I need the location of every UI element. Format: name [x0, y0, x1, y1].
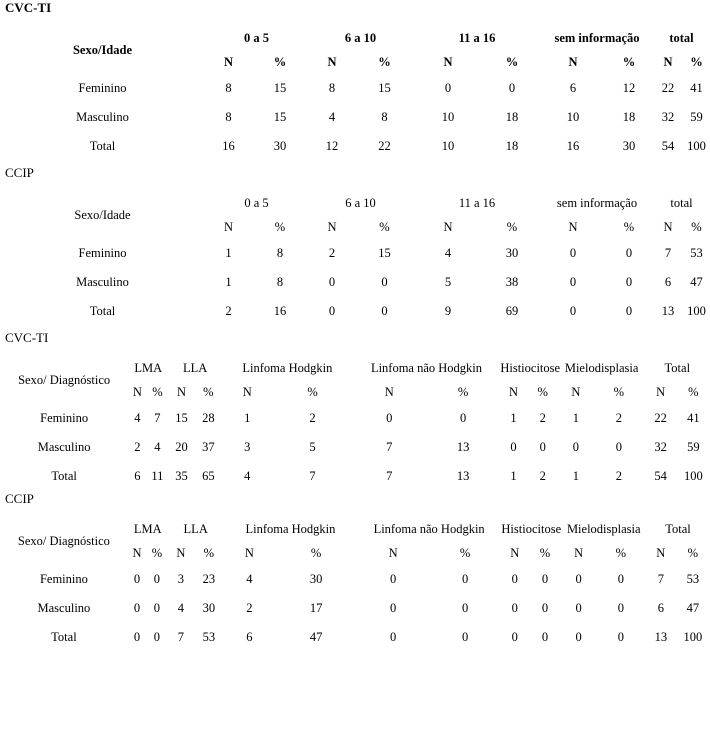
table-cell: 0	[133, 572, 141, 586]
group-header-cell: Linfoma Hodgkin	[242, 360, 333, 375]
row-label: Feminino	[40, 411, 89, 425]
table-cell: 65	[202, 469, 215, 483]
table-cell: 6	[664, 275, 672, 289]
table-cell: 9	[444, 304, 452, 318]
table-cell: 7	[386, 469, 393, 483]
table-cell: 32	[654, 440, 667, 454]
table-cell: 32	[661, 110, 675, 124]
table-cell: 8	[381, 110, 388, 124]
sub-header-cell: N	[663, 54, 673, 69]
table-cell: 54	[661, 139, 675, 153]
sub-header-cell: N	[574, 545, 584, 560]
table-cell: 100	[683, 630, 703, 644]
row-label: Total	[51, 630, 77, 644]
sub-header-cell: N	[568, 219, 578, 234]
group-header-cell: total	[669, 30, 694, 45]
table-cell: 0	[461, 601, 469, 615]
table-title: CVC-TI	[5, 0, 52, 15]
table-cell: 7	[177, 630, 184, 644]
table-cell: 1	[244, 411, 251, 425]
row-label: Feminino	[78, 81, 127, 95]
table-cell: 41	[690, 81, 703, 95]
table-cell: 4	[244, 469, 251, 483]
table-cell: 0	[381, 275, 388, 289]
table-cell: 0	[328, 304, 336, 318]
sub-header-cell: %	[273, 54, 287, 69]
table-cell: 5	[309, 440, 316, 454]
table-cell: 4	[444, 246, 452, 260]
table-row	[0, 103, 710, 132]
row-label: Total	[89, 304, 116, 318]
table-row	[0, 132, 710, 161]
sub-header-cell: N	[244, 545, 254, 560]
table-cell: 15	[273, 110, 287, 124]
table-cell: 0	[541, 630, 549, 644]
table-cell: 0	[153, 630, 161, 644]
table-cell: 28	[202, 411, 215, 425]
table-cell: 2	[225, 304, 232, 318]
title-spacer	[0, 346, 710, 356]
sub-header-cell: N	[656, 545, 666, 560]
table-cell: 22	[378, 139, 391, 153]
sub-header-cell: %	[379, 219, 390, 234]
sub-header-cell: %	[688, 384, 699, 399]
table-cell: 2	[246, 601, 253, 615]
group-header-row	[0, 191, 710, 215]
table-cell: 30	[505, 246, 519, 260]
table-cell: 8	[328, 81, 336, 95]
table-cell: 15	[378, 81, 391, 95]
table-cell: 30	[622, 139, 636, 153]
sub-header-cell: N	[568, 54, 578, 69]
table-cell: 0	[541, 572, 549, 586]
table-cell: 0	[508, 81, 516, 95]
group-header-cell: 6 a 10	[344, 30, 377, 45]
group-header-cell: 0 a 5	[244, 30, 269, 45]
table-cell: 0	[133, 601, 141, 615]
statistics-table	[0, 517, 710, 652]
sub-header-cell: N	[656, 384, 666, 399]
sub-header-cell: N	[223, 54, 234, 69]
table-cell: 0	[569, 246, 577, 260]
table-cell: 18	[622, 110, 636, 124]
table-cell: 0	[461, 572, 469, 586]
sub-header-cell: N	[132, 384, 142, 399]
row-label: Masculino	[76, 110, 129, 124]
table-cell: 0	[625, 246, 633, 260]
table-block	[0, 165, 710, 326]
table-cell: 1	[572, 469, 580, 483]
table-cell: 30	[273, 139, 287, 153]
row-label: Masculino	[37, 440, 91, 454]
statistics-table	[0, 356, 710, 491]
table-cell: 17	[309, 601, 323, 615]
group-header-cell: sem informação	[554, 30, 640, 45]
table-cell: 13	[661, 304, 675, 318]
table-cell: 0	[617, 572, 624, 586]
table-cell: 0	[444, 81, 452, 95]
table-cell: 2	[309, 411, 316, 425]
statistics-table	[0, 191, 710, 326]
sub-header-cell: %	[457, 384, 469, 399]
table-row	[0, 74, 710, 103]
sub-header-cell: %	[613, 384, 625, 399]
table-cell: 4	[246, 572, 253, 586]
sub-header-cell: %	[506, 219, 518, 234]
table-cell: 13	[456, 469, 470, 483]
sub-header-cell: %	[539, 545, 551, 560]
table-row	[0, 623, 710, 652]
sub-header-cell: %	[152, 384, 163, 399]
table-cell: 0	[390, 601, 397, 615]
table-cell: 0	[539, 440, 546, 454]
table-cell: 6	[246, 630, 253, 644]
group-header-cell: Total	[665, 521, 691, 536]
sub-header-cell: %	[151, 545, 163, 560]
sub-header-cell: %	[687, 545, 699, 560]
table-cell: 1	[510, 469, 517, 483]
group-header-row	[0, 356, 710, 380]
group-header-cell: 11 a 16	[458, 30, 496, 45]
table-cell: 8	[225, 110, 232, 124]
table-title: CCIP	[5, 165, 34, 180]
row-label: Feminino	[78, 246, 127, 260]
sub-header-cell: %	[505, 54, 519, 69]
table-row	[0, 433, 710, 462]
group-header-cell: Linfoma Hodgkin	[245, 521, 336, 536]
row-label-header: Sexo/Idade	[72, 42, 133, 57]
sub-header-cell: N	[242, 384, 252, 399]
table-cell: 0	[615, 440, 622, 454]
sub-header-cell: N	[443, 219, 453, 234]
table-cell: 100	[687, 304, 706, 318]
table-cell: 59	[690, 110, 703, 124]
table-cell: 6	[569, 81, 577, 95]
table-cell: 7	[657, 572, 664, 586]
row-label: Masculino	[37, 601, 91, 615]
table-cell: 37	[202, 440, 215, 454]
table-cell: 7	[154, 411, 161, 425]
group-header-cell: LMA	[134, 360, 163, 375]
sub-header-cell: N	[327, 219, 337, 234]
table-cell: 0	[153, 601, 161, 615]
statistics-table	[0, 26, 710, 161]
table-cell: 15	[378, 246, 391, 260]
table-cell: 0	[625, 304, 633, 318]
group-header-cell: Total	[664, 360, 691, 375]
group-header-cell: LMA	[133, 521, 162, 536]
table-block	[0, 0, 710, 161]
table-cell: 0	[541, 601, 549, 615]
table-cell: 8	[276, 246, 284, 260]
table-cell: 15	[273, 81, 287, 95]
table-cell: 38	[505, 275, 519, 289]
sub-header-cell: %	[623, 219, 635, 234]
table-cell: 13	[654, 630, 668, 644]
sub-header-cell: N	[663, 219, 673, 234]
sub-header-cell: %	[615, 545, 627, 560]
table-cell: 0	[569, 304, 577, 318]
table-cell: 69	[505, 304, 519, 318]
table-cell: 54	[654, 469, 667, 483]
table-cell: 0	[569, 275, 577, 289]
table-cell: 53	[686, 572, 700, 586]
table-cell: 1	[225, 275, 232, 289]
table-row	[0, 239, 710, 268]
sub-header-cell: %	[690, 54, 703, 69]
group-header-row	[0, 517, 710, 541]
table-cell: 15	[175, 411, 188, 425]
table-cell: 1	[572, 411, 580, 425]
table-cell: 0	[617, 601, 624, 615]
group-header-cell: LLA	[183, 360, 208, 375]
table-row	[0, 268, 710, 297]
table-cell: 8	[276, 275, 284, 289]
table-cell: 7	[664, 246, 672, 260]
table-cell: 16	[222, 139, 235, 153]
table-cell: 7	[309, 469, 316, 483]
sub-header-cell: N	[571, 384, 581, 399]
table-cell: 30	[309, 572, 323, 586]
group-header-cell: total	[670, 195, 693, 210]
table-row	[0, 462, 710, 491]
row-label: Total	[51, 469, 77, 483]
table-cell: 4	[154, 440, 161, 454]
table-cell: 0	[575, 572, 582, 586]
table-row	[0, 565, 710, 594]
table-row	[0, 297, 710, 326]
table-title: CVC-TI	[5, 330, 49, 345]
table-cell: 10	[566, 110, 580, 124]
group-header-cell: Linfoma não Hodgkin	[373, 521, 485, 536]
table-cell: 0	[390, 572, 397, 586]
table-cell: 5	[444, 275, 452, 289]
group-header-cell: Mielodisplasia	[564, 360, 639, 375]
sub-header-cell: %	[203, 545, 215, 560]
table-cell: 0	[575, 601, 582, 615]
table-cell: 0	[133, 630, 141, 644]
table-block	[0, 330, 710, 491]
sub-header-cell: N	[223, 219, 234, 234]
table-cell: 0	[511, 630, 518, 644]
table-cell: 7	[386, 440, 393, 454]
table-cell: 47	[686, 601, 700, 615]
table-cell: 6	[134, 469, 141, 483]
table-cell: 59	[687, 440, 700, 454]
row-label-header: Sexo/ Diagnóstico	[18, 372, 111, 387]
table-cell: 0	[381, 304, 388, 318]
table-cell: 2	[328, 246, 336, 260]
table-cell: 4	[328, 110, 336, 124]
row-label: Total	[89, 139, 116, 153]
table-cell: 1	[510, 411, 517, 425]
sub-header-cell: N	[327, 54, 337, 69]
group-header-cell: Histiocitose	[500, 360, 561, 375]
table-cell: 6	[657, 601, 664, 615]
sub-header-cell: %	[691, 219, 702, 234]
group-header-cell: 0 a 5	[244, 195, 269, 210]
group-header-cell: 6 a 10	[345, 195, 376, 210]
row-label-header: Sexo/ Diagnóstico	[17, 533, 110, 548]
table-cell: 23	[202, 572, 216, 586]
table-cell: 22	[654, 411, 667, 425]
table-cell: 41	[687, 411, 700, 425]
table-cell: 12	[325, 139, 339, 153]
table-cell: 16	[566, 139, 580, 153]
table-cell: 53	[202, 630, 216, 644]
table-cell: 0	[390, 630, 397, 644]
sub-header-cell: N	[388, 545, 398, 560]
table-cell: 1	[225, 246, 232, 260]
table-cell: 8	[225, 81, 232, 95]
table-cell: 47	[690, 275, 703, 289]
table-cell: 0	[460, 411, 467, 425]
sub-header-cell: N	[176, 545, 186, 560]
table-cell: 0	[511, 601, 518, 615]
table-cell: 4	[177, 601, 184, 615]
table-cell: 30	[202, 601, 216, 615]
table-cell: 18	[505, 139, 519, 153]
table-cell: 18	[505, 110, 519, 124]
sub-header-cell: %	[274, 219, 286, 234]
table-cell: 47	[309, 630, 323, 644]
group-header-cell: Histiocitose	[501, 521, 562, 536]
table-cell: 0	[328, 275, 336, 289]
group-header-cell: Linfoma não Hodgkin	[370, 360, 483, 375]
group-header-row	[0, 26, 710, 50]
sub-header-cell: N	[384, 384, 394, 399]
sub-header-cell: %	[537, 384, 548, 399]
table-cell: 22	[661, 81, 675, 95]
table-cell: 53	[690, 246, 703, 260]
sub-header-cell: %	[622, 54, 636, 69]
sub-header-cell: %	[378, 54, 391, 69]
table-cell: 11	[151, 469, 164, 483]
table-cell: 3	[177, 572, 184, 586]
table-cell: 12	[622, 81, 636, 95]
group-header-cell: LLA	[183, 521, 208, 536]
table-cell: 2	[539, 411, 546, 425]
table-row	[0, 594, 710, 623]
table-cell: 2	[615, 469, 622, 483]
table-cell: 20	[175, 440, 188, 454]
row-label-header: Sexo/Idade	[74, 207, 131, 222]
sub-header-cell: %	[307, 384, 318, 399]
table-cell: 16	[273, 304, 287, 318]
table-block	[0, 491, 710, 652]
table-cell: 0	[461, 630, 469, 644]
sub-header-cell: %	[203, 384, 214, 399]
table-cell: 2	[615, 411, 622, 425]
table-cell: 13	[456, 440, 470, 454]
table-cell: 0	[572, 440, 580, 454]
group-header-cell: sem informação	[556, 195, 638, 210]
sub-header-cell: %	[310, 545, 322, 560]
title-spacer	[0, 181, 710, 191]
sub-header-cell: %	[459, 545, 471, 560]
row-label: Masculino	[76, 275, 129, 289]
title-spacer	[0, 16, 710, 26]
table-cell: 0	[617, 630, 624, 644]
table-cell: 10	[441, 110, 455, 124]
table-cell: 100	[683, 469, 703, 483]
sub-header-cell: N	[508, 384, 519, 399]
sub-header-cell: N	[443, 54, 453, 69]
table-cell: 0	[386, 411, 393, 425]
table-cell: 3	[244, 440, 251, 454]
table-cell: 2	[539, 469, 546, 483]
table-cell: 2	[134, 440, 141, 454]
group-header-cell: 11 a 16	[458, 195, 496, 210]
table-cell: 0	[510, 440, 517, 454]
table-cell: 0	[575, 630, 582, 644]
table-cell: 35	[175, 469, 188, 483]
table-cell: 0	[511, 572, 518, 586]
table-cell: 0	[625, 275, 633, 289]
sub-header-cell: N	[176, 384, 186, 399]
table-cell: 4	[134, 411, 141, 425]
table-cell: 10	[441, 139, 455, 153]
title-spacer	[0, 507, 710, 517]
sub-header-cell: N	[510, 545, 520, 560]
sub-header-cell: N	[132, 545, 142, 560]
table-cell: 0	[153, 572, 161, 586]
table-row	[0, 404, 710, 433]
table-title: CCIP	[5, 491, 34, 506]
row-label: Feminino	[39, 572, 88, 586]
group-header-cell: Mielodisplasia	[566, 521, 641, 536]
table-cell: 100	[687, 139, 706, 153]
